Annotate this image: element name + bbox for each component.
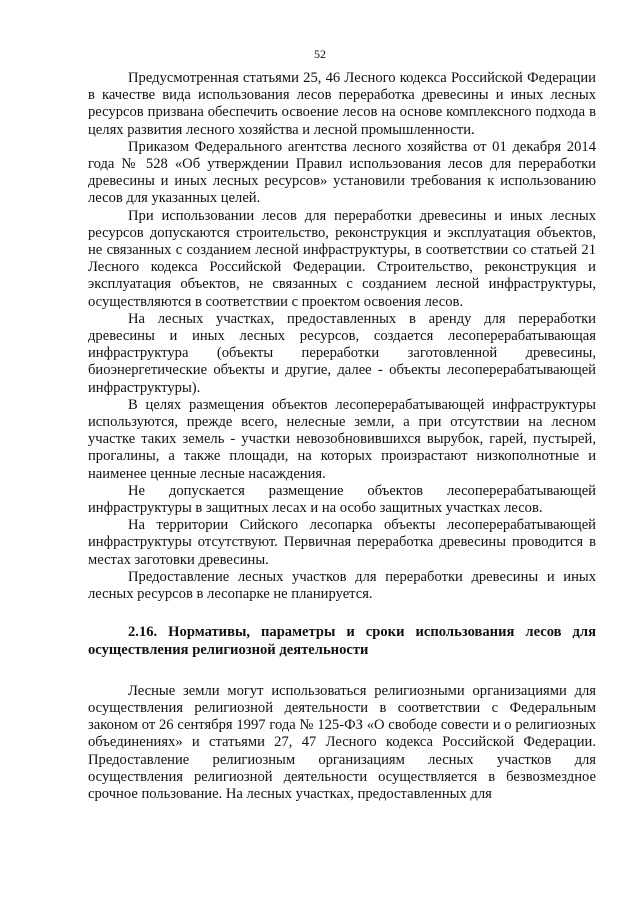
page-number: 52 xyxy=(314,47,326,61)
paragraph: Лесные земли могут использоваться религиозными организациями для осуществления религиозной деятельности в соответствии с Федеральным законом от 26 сентября 1997 года № 125-ФЗ «О свободе совести и о религиозных объединениях» и статьями 27, 47 Лесного кодекса Российской Федерации. Предоставление религиозным организациям лесных участков для осуществления религиозной деятельности осуществляется в безвозмездное срочное пользование. На лесных участках, предоставленных для xyxy=(88,682,596,802)
paragraph: Приказом Федерального агентства лесного хозяйства от 01 декабря 2014 года № 528 «Об утверждении Правил использования лесов для переработки древесины и иных лесных ресурсов» установили требования к использованию лесов для указанных целей. xyxy=(88,138,596,207)
paragraph: На лесных участках, предоставленных в аренду для переработки древесины и иных лесных ресурсов, создается лесоперерабатывающая инфраструктура (объекты переработки заготовленной древесины, биоэнергетические объекты и другие, далее - объекты лесоперерабатывающей инфраструктуры). xyxy=(88,310,596,396)
paragraph: Предоставление лесных участков для переработки древесины и иных лесных ресурсов в лесопарке не планируется. xyxy=(88,568,596,603)
page-content xyxy=(88,70,596,803)
paragraph: Не допускается размещение объектов лесоперерабатывающей инфраструктуры в защитных лесах и на особо защитных участках лесов. xyxy=(88,482,596,517)
paragraph: Предусмотренная статьями 25, 46 Лесного кодекса Российской Федерации в качестве вида использования лесов переработка древесины и иных лесных ресурсов призвана обеспечить освоение лесов на основе комплексного подхода в целях развития лесного хозяйства и лесной промышленности. xyxy=(88,70,596,138)
paragraph: На территории Сийского лесопарка объекты лесоперерабатывающей инфраструктуры отсутствуют. Первичная переработка древесины проводится в местах заготовки древесины. xyxy=(88,517,596,568)
section-heading: 2.16. Нормативы, параметры и сроки использования лесов для осуществления религиозной деятельности xyxy=(88,624,596,658)
paragraph: При использовании лесов для переработки древесины и иных лесных ресурсов допускаются строительство, реконструкция и эксплуатация объектов, не связанных с созданием лесной инфраструктуры, в соответствии со статьей 21 Лесного кодекса Российской Федерации. Строительство, реконструкция и эксплуатация объектов, не связанных с созданием лесной инфраструктуры, осуществляются в соответствии с проектом освоения лесов. xyxy=(88,207,596,310)
paragraph: В целях размещения объектов лесоперерабатывающей инфраструктуры используются, прежде всего, нелесные земли, а при отсутствии на лесном участке таких земель - участки невозобновившихся вырубок, гарей, пустырей, прогалины, а также площади, на которых произрастают низкополнотные и наименее ценные лесные насаждения. xyxy=(88,396,596,482)
